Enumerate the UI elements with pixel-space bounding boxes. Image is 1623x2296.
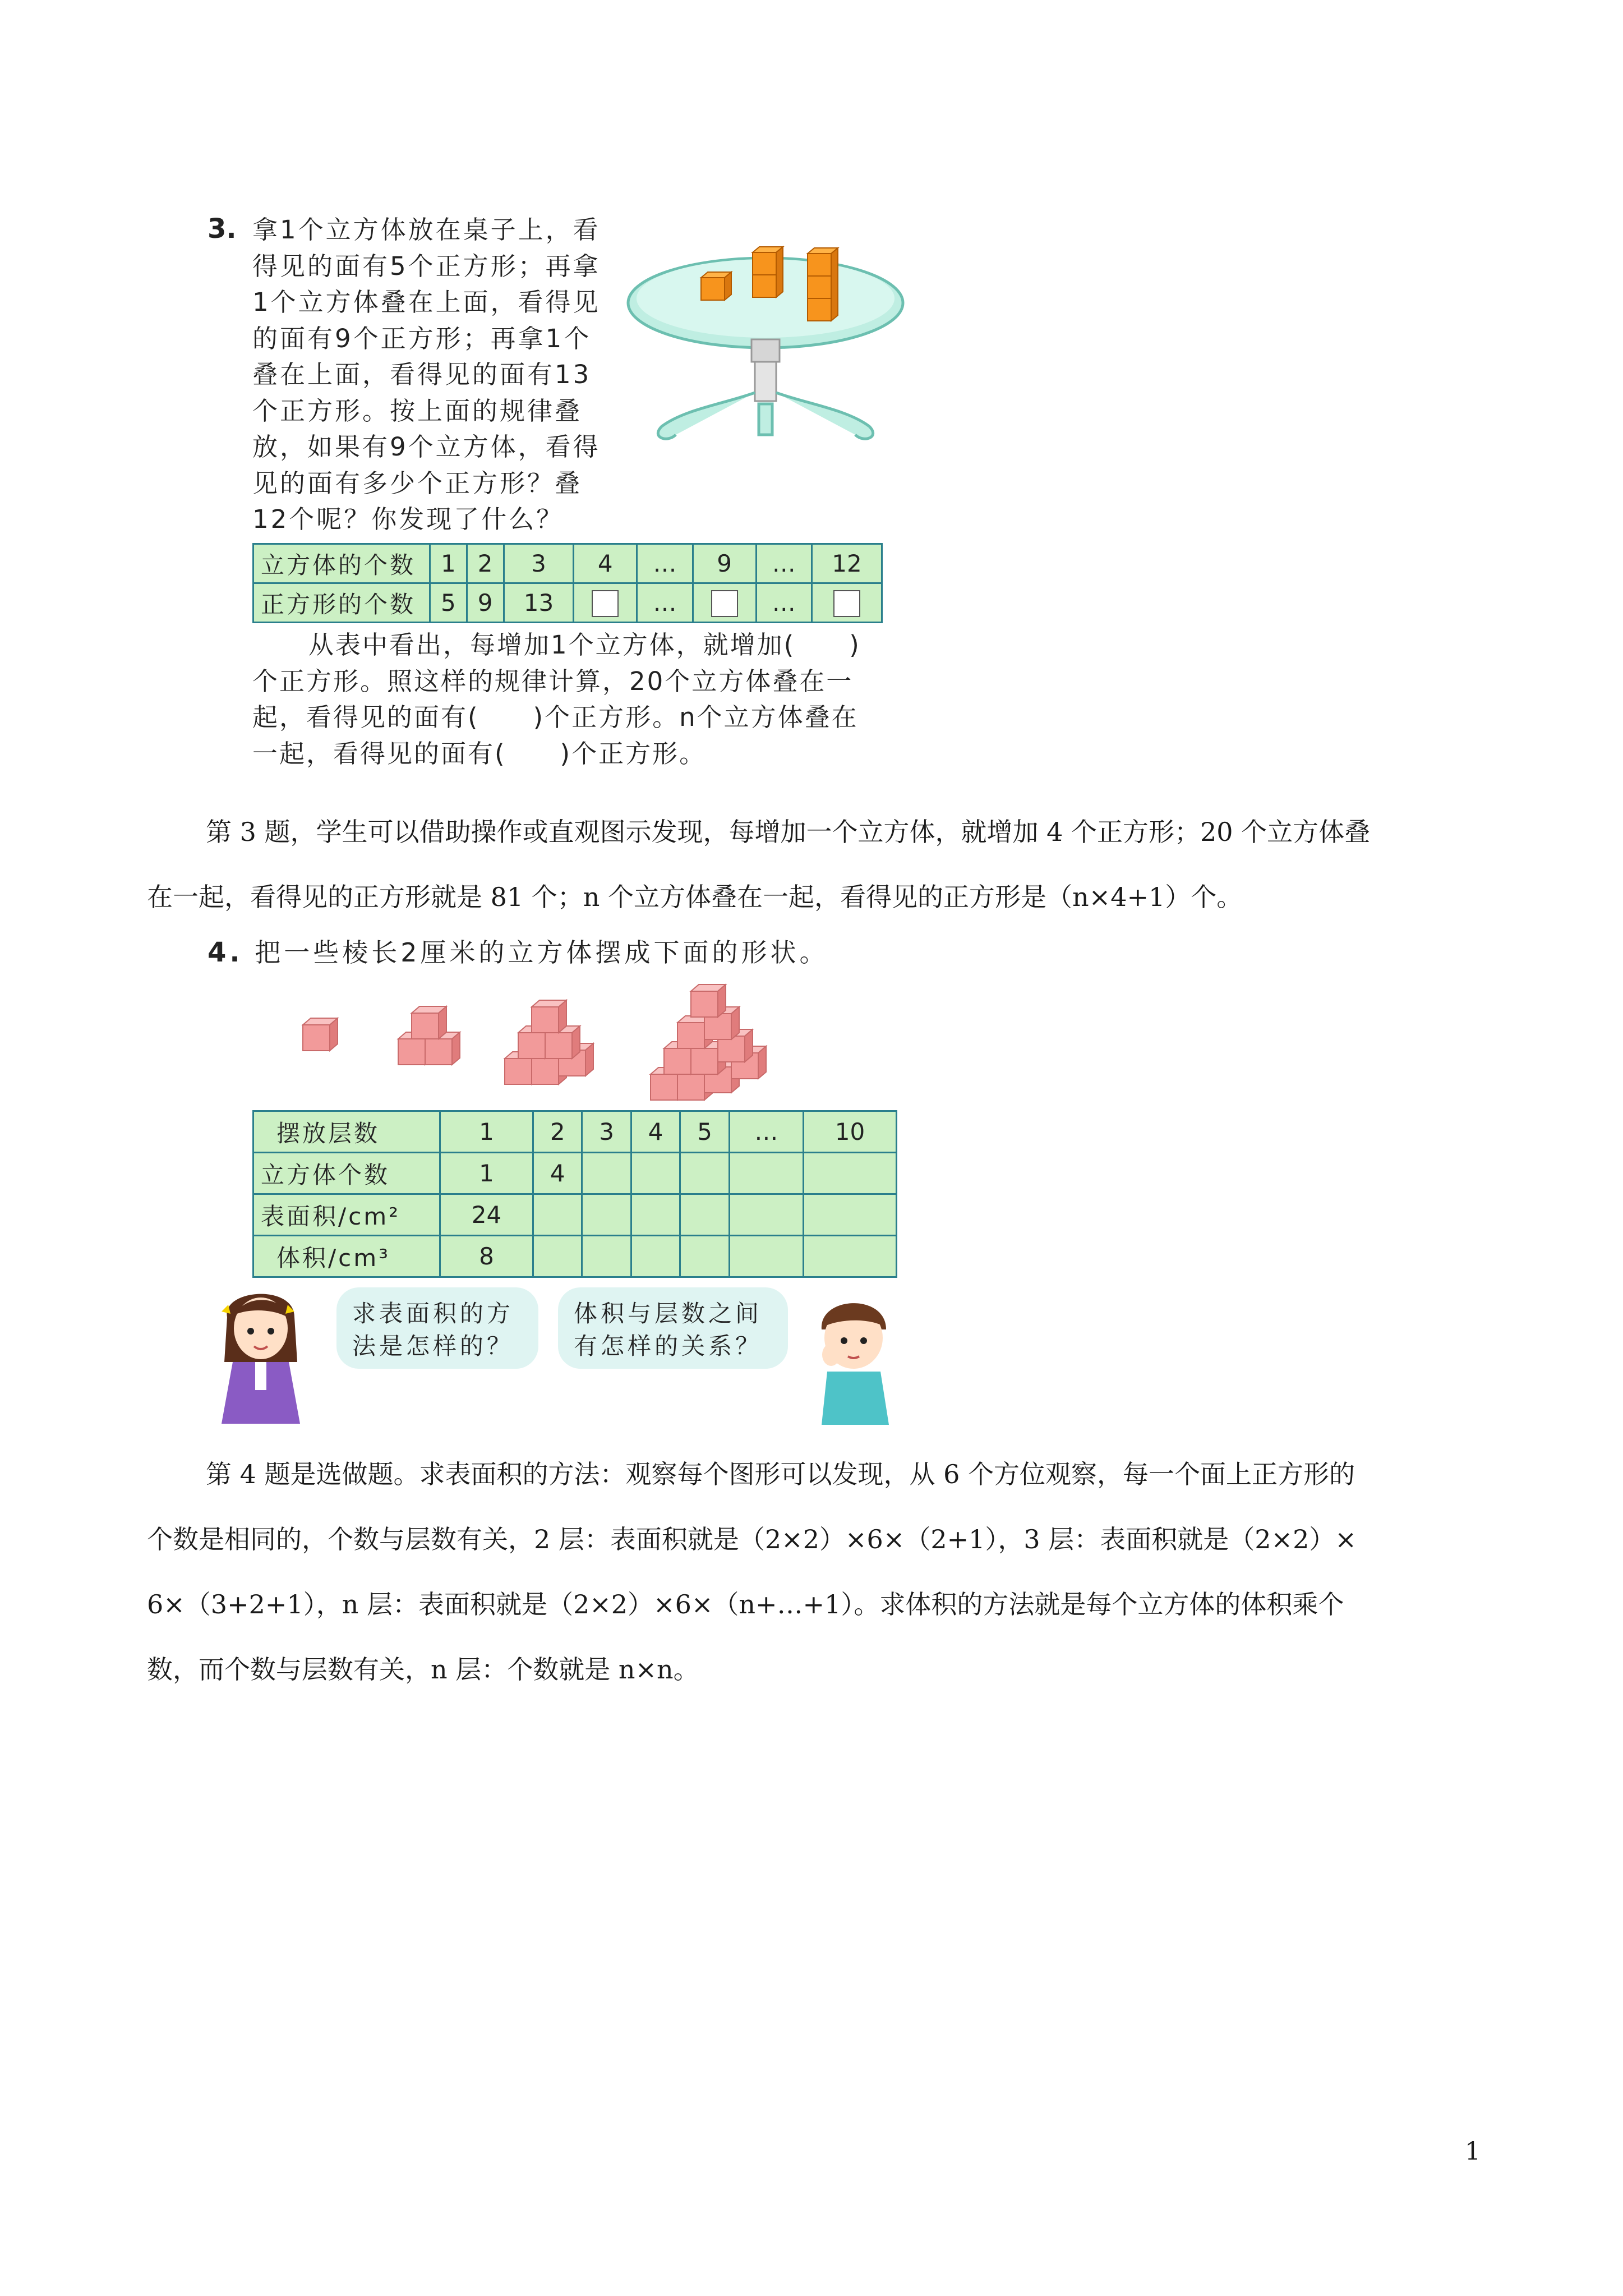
table-cell: … [756,544,812,583]
answer-box-cell [574,583,637,623]
answer-line: 6×（3+2+1），n 层：表面积就是（2×2）×6×（n+…+1）。求体积的方法就是每个立方体的体积乘个 [147,1589,1344,1619]
table-row [253,1236,897,1277]
table-header: 正方形的个数 [253,583,430,623]
table-cell: 4 [574,544,637,583]
problem-3-line: 的面有9个正方形；再拿1个 [252,323,592,353]
table-header: 3 [582,1111,631,1153]
fill-line: 个正方形。照这样的规律计算，20个立方体叠在一 [252,666,854,696]
table-header: 5 [680,1111,729,1153]
problem-3-table [252,543,883,623]
table-row [253,583,882,623]
answer-3-paragraph [147,799,1493,930]
problem-3-line: 见的面有多少个正方形？叠 [252,468,583,498]
problem-3-fill-in [252,627,886,772]
table-cell[interactable] [803,1194,896,1236]
table-cell: 3 [504,544,574,583]
boy-character-illustration [802,1285,909,1428]
problem-4-table [252,1110,897,1278]
table-header: 体积/cm³ [253,1236,440,1277]
speech-bubble-right [558,1287,788,1369]
table-cell[interactable] [803,1236,896,1277]
problem-4-number: 4. [208,937,243,968]
table-cell: 2 [467,544,504,583]
table-header: … [729,1111,803,1153]
table-cell[interactable] [729,1153,803,1194]
speech-bubble-left [336,1287,538,1369]
problem-3-line: 1个立方体叠在上面，看得见 [252,287,601,317]
problem-3-text [252,212,623,538]
table-header: 1 [440,1111,533,1153]
table-row [253,1194,897,1236]
table-cell: 4 [533,1153,582,1194]
bubble-line: 求表面积的方 [352,1300,514,1327]
table-with-cubes-illustration [623,224,909,494]
fill-line: 从表中看出，每增加1个立方体，就增加( ) [308,630,861,660]
table-cell[interactable] [533,1236,582,1277]
table-cell[interactable] [729,1194,803,1236]
answer-box[interactable] [833,590,860,617]
table-cell[interactable] [680,1236,729,1277]
table-header: 立方体个数 [253,1153,440,1194]
problem-4-text: 把一些棱长2厘米的立方体摆成下面的形状。 [255,937,829,968]
problem-3-line: 叠在上面，看得见的面有13 [252,360,592,389]
answer-4-paragraph [147,1442,1493,1702]
table-header: 立方体的个数 [253,544,430,583]
bubble-line: 体积与层数之间 [574,1300,763,1327]
table-cell[interactable] [680,1194,729,1236]
problem-3-line: 得见的面有5个正方形；再拿 [252,251,601,281]
answer-box-cell [693,583,756,623]
table-cell: 1 [440,1153,533,1194]
cube-stacks-illustration [292,968,852,1105]
table-cell: 8 [440,1236,533,1277]
bubble-line: 有怎样的关系？ [574,1332,763,1360]
problem-3-line: 个正方形。按上面的规律叠 [252,395,583,426]
table-header: 表面积/cm² [253,1194,440,1236]
table-cell: … [637,583,693,623]
bubble-line: 法是怎样的？ [352,1332,514,1360]
page-number: 1 [1465,2137,1481,2166]
table-header: 10 [803,1111,896,1153]
table-cell[interactable] [582,1194,631,1236]
table-header: 4 [631,1111,680,1153]
problem-3-line: 拿1个立方体放在桌子上，看 [252,215,601,245]
problem-4-title [208,932,829,969]
problem-3-line: 放，如果有9个立方体，看得 [252,432,601,462]
table-cell[interactable] [533,1194,582,1236]
answer-box-cell [812,583,882,623]
table-header: 2 [533,1111,582,1153]
table-cell: 1 [430,544,467,583]
table-row [253,1111,897,1153]
answer-line: 在一起，看得见的正方形就是 81 个；n 个立方体叠在一起，看得见的正方形是（n×4+1）个。 [147,882,1243,912]
problem-3-number: 3. [208,213,237,245]
table-cell: 9 [467,583,504,623]
table-cell: … [637,544,693,583]
table-cell: 24 [440,1194,533,1236]
table-cell[interactable] [582,1153,631,1194]
table-cell[interactable] [631,1236,680,1277]
answer-line: 个数是相同的，个数与层数有关，2 层：表面积就是（2×2）×6×（2+1），3 层：表面积就是（2×2）× [147,1524,1357,1554]
girl-character-illustration [210,1278,311,1427]
table-cell[interactable] [803,1153,896,1194]
fill-line: 一起，看得见的面有( )个正方形。 [252,738,707,769]
table-cell: 5 [430,583,467,623]
table-header: 摆放层数 [253,1111,440,1153]
table-cell: 13 [504,583,574,623]
problem-3-line: 12个呢？你发现了什么？ [252,504,564,534]
answer-line: 数，而个数与层数有关，n 层：个数就是 n×n。 [147,1654,699,1685]
table-cell: … [756,583,812,623]
table-cell: 9 [693,544,756,583]
table-cell[interactable] [631,1194,680,1236]
table-cell[interactable] [582,1236,631,1277]
answer-box[interactable] [711,590,738,617]
table-cell[interactable] [680,1153,729,1194]
fill-line: 起，看得见的面有( )个正方形。n个立方体叠在 [252,702,859,732]
table-cell[interactable] [729,1236,803,1277]
answer-line: 第 3 题，学生可以借助操作或直观图示发现，每增加一个立方体，就增加 4 个正方形；20 个立方体叠 [206,817,1371,847]
table-cell: 12 [812,544,882,583]
answer-line: 第 4 题是选做题。求表面积的方法：观察每个图形可以发现，从 6 个方位观察，每一个面上正方形的 [206,1459,1355,1489]
answer-box[interactable] [592,590,619,617]
table-row [253,1153,897,1194]
table-row [253,544,882,583]
table-cell[interactable] [631,1153,680,1194]
